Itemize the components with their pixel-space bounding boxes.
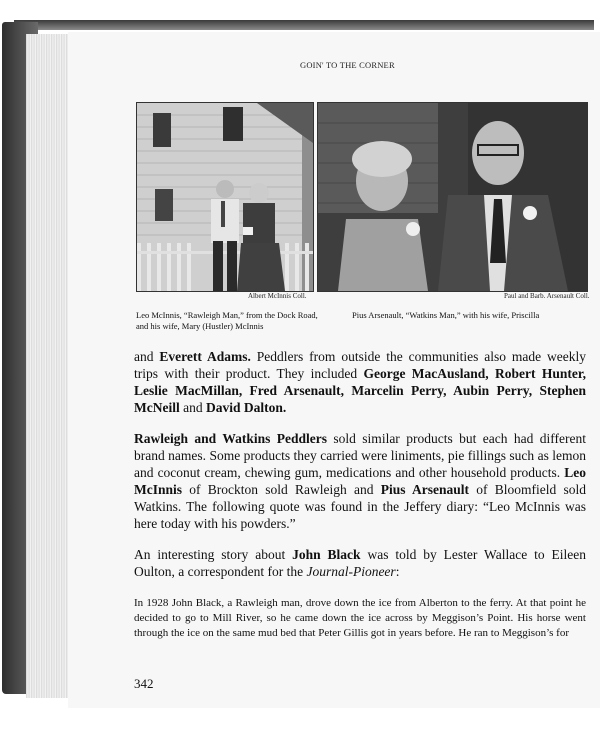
- p3-text-3: :: [395, 564, 400, 579]
- photo-arsenault-image: [318, 103, 587, 291]
- p3-text-2: was told by Lester Wallace to Eileen Oulton, a correspondent for the: [134, 547, 586, 579]
- photo-caption-right: Pius Arsenault, “Watkins Man,” with his wife, Priscilla: [352, 310, 540, 320]
- photo-mcinnis-couple: [136, 102, 314, 292]
- p2-text-2: of Brockton sold Rawleigh and: [182, 482, 381, 497]
- running-head: GOIN' TO THE CORNER: [300, 60, 395, 70]
- photo-mcinnis-image: [137, 103, 313, 291]
- paragraph-peddlers: [134, 348, 586, 416]
- photo-credit-right: Paul and Barb. Arsenault Coll.: [504, 292, 590, 300]
- paragraph-john-black: [134, 546, 586, 580]
- page-number: 342: [134, 676, 154, 691]
- p1-text-3: and: [179, 400, 206, 415]
- photo-arsenault-couple: [317, 102, 588, 292]
- p2-bold-3: Pius Arsenault: [380, 482, 469, 497]
- p2-bold-2: Leo McInnis: [134, 465, 586, 497]
- p1-bold-3: David Dalton.: [205, 400, 287, 415]
- p1-text-1: and: [134, 349, 160, 364]
- quote-john-black-story: In 1928 John Black, a Rawleigh man, drove down the ice from Alberton to the ferry. At that point he decided to go to Mill River, so he came down the ice across by Meggison’s Point. His horse went through the ice on the same mud bed that Peter Gillis got in years before. He ran to Meggison’s for: [134, 597, 586, 639]
- book-cover-top: [14, 20, 594, 30]
- paragraph-rawleigh-watkins: [134, 430, 586, 532]
- photo-credit-left: Albert McInnis Coll.: [248, 292, 307, 300]
- p2-text-3: of Bloomfield sold Watkins. The following quote was found in the Jeffery diary: “Leo McInnis was here today with his powders.”: [134, 482, 586, 531]
- p1-bold-2: George MacAusland, Robert Hunter, Leslie MacMillan, Fred Arsenault, Marcelin Perry, Aubin Perry, Stephen McNeill: [134, 366, 586, 415]
- p3-bold-1: John Black: [292, 547, 361, 562]
- p2-text-1: sold similar products but each had different brand names. Some products they carried were liniments, pie fillings such as lemon and coconut cream, chewing gum, medications and other household products.: [134, 431, 586, 480]
- p3-text-1: An interesting story about: [134, 547, 293, 562]
- p1-text-2: Peddlers from outside the communities also made weekly trips with their product. They included: [134, 349, 586, 381]
- p3-italic-1: Journal-Pioneer: [306, 564, 396, 579]
- photo-caption-left: Leo McInnis, “Rawleigh Man,” from the Dock Road, and his wife, Mary (Hustler) McInnis: [136, 310, 318, 331]
- p1-bold-1: Everett Adams.: [159, 349, 251, 364]
- p2-bold-1: Rawleigh and Watkins Peddlers: [134, 431, 327, 446]
